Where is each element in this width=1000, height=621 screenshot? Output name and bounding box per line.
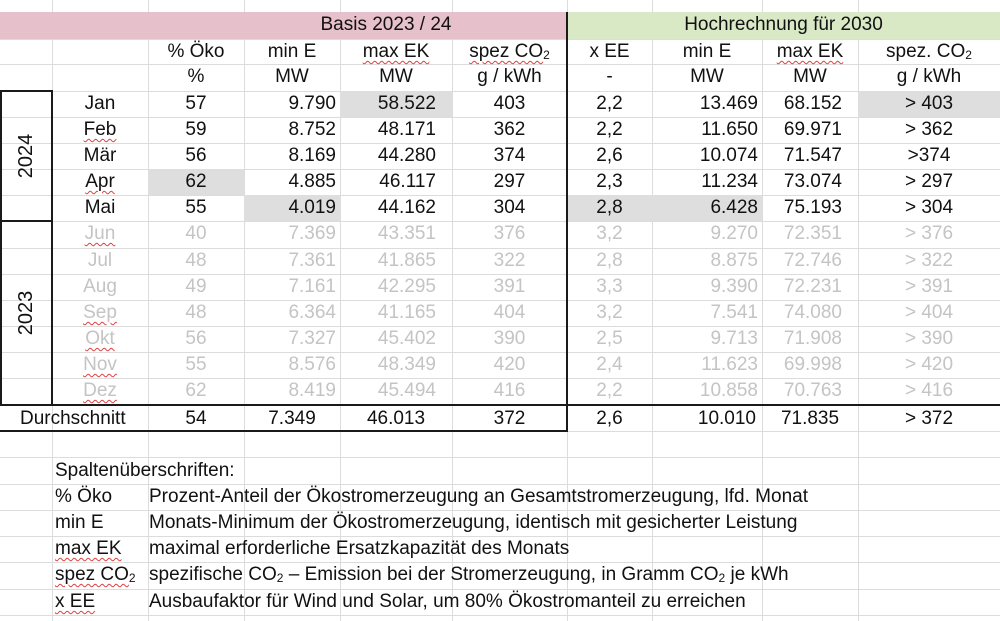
cell-co2[interactable]: 390 — [493, 328, 526, 349]
cell-maxEK[interactable]: 58.522 — [377, 93, 436, 114]
cell-minE[interactable]: 4.019 — [288, 197, 336, 218]
legend-key — [55, 536, 147, 562]
cell-minE[interactable]: 9.790 — [288, 93, 336, 114]
column-unit: MW — [690, 66, 724, 87]
month-label — [52, 378, 148, 404]
average-co2[interactable]: 372 — [493, 408, 526, 429]
column-unit: - — [606, 66, 613, 87]
cell-maxEK[interactable]: 44.162 — [377, 197, 436, 218]
month-text: Dez — [83, 380, 117, 401]
column-unit: MW — [793, 66, 827, 87]
cell-co230[interactable]: > 362 — [904, 119, 954, 140]
average-minE30[interactable]: 10.010 — [697, 408, 756, 429]
column-header — [244, 39, 340, 65]
section-divider — [566, 12, 568, 431]
cell-co230[interactable]: > 420 — [904, 354, 954, 375]
cell-oeko[interactable]: 55 — [185, 354, 207, 375]
year-box-right — [51, 90, 53, 405]
column-header — [148, 39, 244, 65]
column-header-label: spez CO — [469, 41, 544, 62]
cell-minE30[interactable]: 8.875 — [710, 250, 758, 271]
legend-description: Ausbaufaktor für Wind und Solar, um 80% Ökostromanteil zu erreichen — [149, 591, 746, 612]
month-text: Okt — [85, 328, 115, 349]
cell-maxEK30[interactable]: 72.231 — [783, 276, 842, 297]
cell-xee[interactable]: 2,8 — [596, 197, 623, 218]
month-text: Mär — [83, 145, 117, 166]
cell-maxEK[interactable]: 42.295 — [377, 276, 436, 297]
month-label — [52, 169, 148, 195]
cell-minE30[interactable]: 10.074 — [699, 145, 758, 166]
column-header-label: x EE — [589, 41, 630, 62]
cell-maxEK30[interactable]: 75.193 — [783, 197, 842, 218]
column-header — [858, 39, 1000, 65]
cell-maxEK30[interactable]: 72.746 — [783, 250, 842, 271]
cell-co2[interactable]: 304 — [493, 197, 526, 218]
cell-co230[interactable]: > 416 — [904, 380, 954, 401]
legend-text-part: – Emission bei der Stromerzeugung, in Gramm CO — [283, 564, 719, 585]
legend-key-text: max EK — [55, 538, 122, 559]
column-header — [452, 39, 567, 65]
cell-minE[interactable]: 7.327 — [288, 328, 336, 349]
legend-text-part: je kWh — [725, 564, 789, 585]
cell-xee[interactable]: 2,4 — [596, 354, 623, 375]
cell-minE30[interactable]: 9.270 — [710, 223, 758, 244]
cell-xee[interactable]: 2,2 — [596, 380, 623, 401]
year-label-2024: 2024 — [15, 133, 37, 179]
average-oeko[interactable]: 54 — [185, 408, 207, 429]
column-unit: g / kWh — [477, 66, 542, 87]
cell-maxEK30[interactable]: 74.080 — [783, 302, 842, 323]
cell-co2[interactable]: 374 — [493, 145, 526, 166]
legend-description — [149, 562, 989, 588]
column-header — [567, 39, 652, 65]
cell-minE[interactable]: 7.361 — [288, 250, 336, 271]
year-label-2023: 2023 — [15, 290, 37, 336]
cell-co230[interactable]: > 403 — [904, 93, 954, 114]
cell-xee[interactable]: 3,2 — [596, 223, 623, 244]
cell-co2[interactable]: 376 — [493, 223, 526, 244]
month-text: Jul — [87, 250, 113, 271]
cell-minE30[interactable]: 7.541 — [710, 302, 758, 323]
cell-maxEK[interactable]: 48.349 — [377, 354, 436, 375]
cell-minE30[interactable]: 11.623 — [701, 354, 758, 375]
column-header-label: spez. CO — [886, 41, 966, 62]
subscript-2: 2 — [718, 571, 726, 585]
month-label — [52, 195, 148, 221]
legend-key — [55, 589, 147, 615]
year-box-top — [0, 90, 52, 92]
cell-xee[interactable]: 2,2 — [596, 119, 623, 140]
year-box-left — [0, 90, 2, 405]
cell-xee[interactable]: 3,3 — [596, 276, 623, 297]
cell-minE30[interactable]: 9.390 — [710, 276, 758, 297]
cell-maxEK[interactable]: 45.494 — [377, 380, 436, 401]
cell-co2[interactable]: 297 — [493, 171, 526, 192]
cell-minE[interactable]: 4.885 — [288, 171, 336, 192]
average-label: Durchschnitt — [20, 408, 126, 429]
legend-description: maximal erforderliche Ersatzkapazität des Monats — [149, 538, 570, 559]
average-maxEK30[interactable]: 71.835 — [780, 408, 840, 429]
month-text: Feb — [83, 119, 117, 140]
cell-minE30[interactable]: 9.713 — [710, 328, 758, 349]
subscript-2: 2 — [965, 48, 972, 62]
month-text: Mai — [84, 197, 116, 218]
cell-co230[interactable]: >374 — [907, 145, 951, 166]
subscript-2: 2 — [276, 571, 284, 585]
average-top-border — [0, 404, 1000, 406]
cell-oeko[interactable]: 48 — [185, 250, 207, 271]
cell-minE[interactable]: 6.364 — [288, 302, 336, 323]
legend-key-text: spez CO — [55, 564, 129, 585]
cell-co2[interactable]: 403 — [493, 93, 526, 114]
cell-minE[interactable]: 8.419 — [288, 380, 336, 401]
average-minE[interactable]: 7.349 — [268, 408, 316, 429]
cell-co230[interactable]: > 391 — [904, 276, 954, 297]
header-basis-title: Basis 2023 / 24 — [320, 14, 452, 35]
cell-co2[interactable]: 416 — [493, 380, 526, 401]
average-co230[interactable]: > 372 — [904, 408, 954, 429]
cell-oeko[interactable]: 57 — [185, 93, 207, 114]
legend-key-text: x EE — [55, 591, 96, 612]
month-text: Apr — [85, 171, 115, 192]
cell-maxEK30[interactable]: 69.998 — [783, 354, 842, 375]
column-unit: % — [187, 66, 205, 87]
month-label — [52, 274, 148, 300]
cell-minE30[interactable]: 11.650 — [701, 119, 758, 140]
column-unit: MW — [379, 66, 413, 87]
cell-oeko[interactable]: 62 — [185, 380, 207, 401]
legend-key-text: % Öko — [55, 486, 113, 507]
legend-description: Prozent-Anteil der Ökostromerzeugung an Gesamtstromerzeugung, lfd. Monat — [149, 486, 808, 507]
cell-maxEK[interactable]: 41.865 — [377, 250, 436, 271]
cell-xee[interactable]: 2,8 — [596, 250, 623, 271]
cell-minE[interactable]: 8.169 — [288, 145, 336, 166]
legend-key-text: min E — [55, 512, 104, 533]
cell-co230[interactable]: > 297 — [904, 171, 954, 192]
cell-maxEK[interactable]: 41.165 — [377, 302, 436, 323]
month-text: Jun — [84, 223, 116, 244]
cell-maxEK30[interactable]: 71.547 — [783, 145, 842, 166]
cell-maxEK30[interactable]: 72.351 — [783, 223, 842, 244]
cell-co2[interactable]: 391 — [493, 276, 526, 297]
column-unit: g / kWh — [896, 66, 962, 87]
month-label — [52, 352, 148, 378]
column-header-label: min E — [267, 41, 317, 62]
cell-minE30[interactable]: 6.428 — [710, 197, 758, 218]
cell-maxEK30[interactable]: 70.763 — [783, 380, 842, 401]
month-label — [52, 300, 148, 326]
cell-xee[interactable]: 2,5 — [596, 328, 623, 349]
legend-title: Spaltenüberschriften: — [55, 460, 235, 481]
cell-co2[interactable]: 420 — [493, 354, 526, 375]
month-text: Nov — [83, 354, 117, 375]
month-text: Aug — [83, 276, 117, 297]
cell-co230[interactable]: > 322 — [904, 250, 954, 271]
cell-minE[interactable]: 7.161 — [288, 276, 336, 297]
cell-maxEK[interactable]: 45.402 — [377, 328, 436, 349]
cell-oeko[interactable]: 59 — [185, 119, 207, 140]
cell-minE[interactable]: 7.369 — [288, 223, 336, 244]
cell-minE[interactable]: 8.576 — [288, 354, 336, 375]
month-text: Jan — [84, 93, 116, 114]
cell-oeko[interactable]: 55 — [185, 197, 207, 218]
average-xee[interactable]: 2,6 — [596, 408, 623, 429]
cell-maxEK[interactable]: 46.117 — [379, 171, 436, 192]
column-unit: MW — [275, 66, 309, 87]
cell-xee[interactable]: 2,3 — [596, 171, 623, 192]
cell-maxEK30[interactable]: 73.074 — [783, 171, 842, 192]
cell-xee[interactable]: 2,2 — [596, 93, 623, 114]
grid-row-line — [0, 615, 1000, 616]
column-header-label: min E — [682, 41, 732, 62]
cell-maxEK[interactable]: 44.280 — [377, 145, 436, 166]
subscript-2: 2 — [128, 571, 136, 585]
cell-oeko[interactable]: 40 — [185, 223, 207, 244]
column-header — [762, 39, 858, 65]
cell-maxEK30[interactable]: 69.971 — [783, 119, 842, 140]
cell-co2[interactable]: 404 — [493, 302, 526, 323]
subscript-2: 2 — [543, 48, 550, 62]
column-header-label: max EK — [362, 41, 430, 62]
average-maxEK[interactable]: 46.013 — [366, 408, 426, 429]
month-label — [52, 91, 148, 117]
month-label — [52, 326, 148, 352]
column-header-label: max EK — [776, 41, 844, 62]
column-header-label: % Öko — [167, 41, 225, 62]
legend-key — [55, 484, 147, 510]
cell-co2[interactable]: 362 — [493, 119, 526, 140]
cell-co2[interactable]: 322 — [493, 250, 526, 271]
section-divider-avg — [566, 405, 568, 431]
month-label — [52, 221, 148, 247]
cell-minE30[interactable]: 11.234 — [701, 171, 758, 192]
cell-xee[interactable]: 2,6 — [596, 145, 623, 166]
cell-maxEK[interactable]: 43.351 — [377, 223, 436, 244]
cell-maxEK30[interactable]: 68.152 — [783, 93, 842, 114]
cell-xee[interactable]: 3,2 — [596, 302, 623, 323]
cell-oeko[interactable]: 56 — [185, 328, 207, 349]
cell-minE[interactable]: 8.752 — [288, 119, 336, 140]
cell-co230[interactable]: > 404 — [904, 302, 954, 323]
month-label — [52, 117, 148, 143]
cell-co230[interactable]: > 376 — [904, 223, 954, 244]
cell-maxEK30[interactable]: 71.908 — [783, 328, 842, 349]
legend-text-part: spezifische CO — [149, 564, 277, 585]
legend-description: Monats-Minimum der Ökostromerzeugung, identisch mit gesicherter Leistung — [149, 512, 798, 533]
legend-key — [55, 510, 147, 536]
cell-co230[interactable]: > 390 — [904, 328, 954, 349]
cell-co230[interactable]: > 304 — [904, 197, 954, 218]
cell-minE30[interactable]: 10.858 — [699, 380, 758, 401]
cell-oeko[interactable]: 56 — [185, 145, 207, 166]
year-box-mid — [0, 220, 52, 222]
month-label — [52, 248, 148, 274]
column-header — [340, 39, 452, 65]
legend-key — [55, 562, 147, 588]
cell-minE30[interactable]: 13.469 — [699, 93, 758, 114]
cell-oeko[interactable]: 48 — [185, 302, 207, 323]
month-text: Sep — [83, 302, 117, 323]
header-prognose-title: Hochrechnung für 2030 — [684, 14, 883, 35]
cell-oeko[interactable]: 49 — [185, 276, 207, 297]
month-label — [52, 143, 148, 169]
cell-maxEK[interactable]: 48.171 — [377, 119, 436, 140]
cell-oeko[interactable]: 62 — [185, 171, 207, 192]
column-header — [652, 39, 762, 65]
average-bottom-border — [0, 430, 568, 432]
